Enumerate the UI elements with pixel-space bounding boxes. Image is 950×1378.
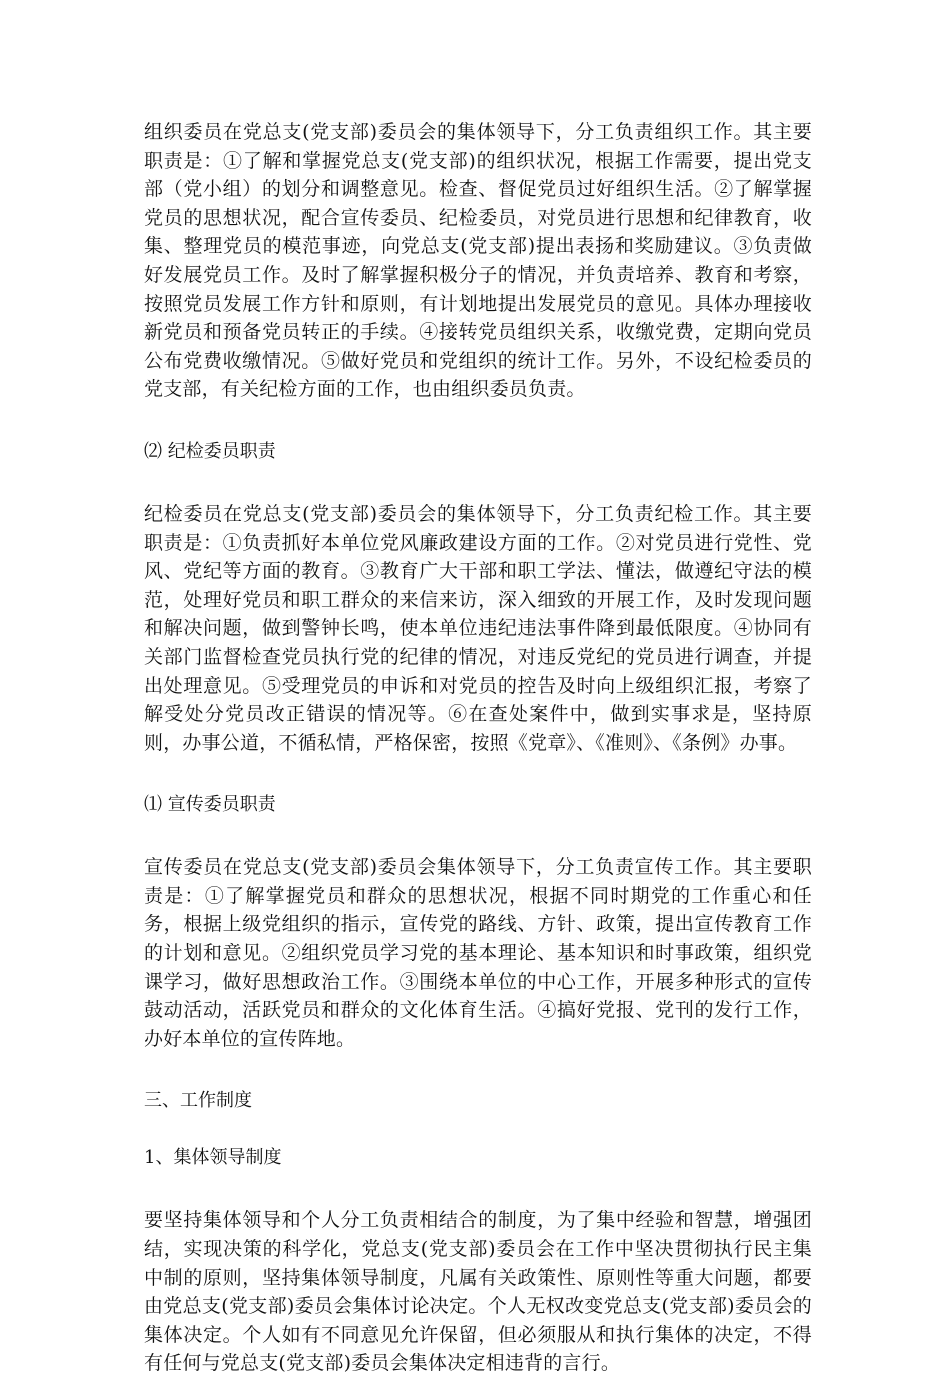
- collective-leadership-heading: 1、集体领导制度: [144, 1147, 282, 1169]
- work-system-section-heading: 三、工作制度: [144, 1090, 252, 1112]
- propaganda-committee-heading: ⑴ 宣传委员职责: [144, 794, 276, 816]
- discipline-committee-duties-paragraph: 纪检委员在党总支(党支部)委员会的集体领导下，分工负责纪检工作。其主要职责是：①负责抓好本单位党风廉政建设方面的工作。②对党员进行党性、党风、党纪等方面的教育。③教育广大干部和职工学法、懂法，做遵纪守法的模范，处理好党员和职工群众的来信来访，深入细致的开展工作，及时发现问题和解决问题，做到警钟长鸣，使本单位违纪违法事件降到最低限度。④协同有关部门监督检查党员执行党的纪律的情况，对违反党纪的党员进行调查，并提出处理意见。⑤受理党员的申诉和对党员的控告及时向上级组织汇报，考察了解受处分党员改正错误的情况等。⑥在查处案件中，做到实事求是，坚持原则，办事公道，不循私情，严格保密，按照《党章》、《准则》、《条例》办事。: [144, 502, 812, 754]
- collective-leadership-paragraph: 要坚持集体领导和个人分工负责相结合的制度，为了集中经验和智慧，增强团结，实现决策的科学化，党总支(党支部)委员会在工作中坚决贯彻执行民主集中制的原则，坚持集体领导制度，凡属有关政策性、原则性等重大问题，都要由党总支(党支部)委员会集体讨论决定。个人无权改变党总支(党支部)委员会的集体决定。个人如有不同意见允许保留，但必须服从和执行集体的决定，不得有任何与党总支(党支部)委员会集体决定相违背的言行。: [144, 1209, 812, 1375]
- discipline-committee-heading: ⑵ 纪检委员职责: [144, 440, 276, 462]
- propaganda-committee-duties-paragraph: 宣传委员在党总支(党支部)委员会集体领导下，分工负责宣传工作。其主要职责是：①了解掌握党员和群众的思想状况，根据不同时期党的工作重心和任务，根据上级党组织的指示，宣传党的路线、方针、政策，提出宣传教育工作的计划和意见。②组织党员学习党的基本理论、基本知识和时事政策，组织党课学习，做好思想政治工作。③围绕本单位的中心工作，开展多种形式的宣传鼓动活动，活跃党员和群众的文化体育生活。④搞好党报、党刊的发行工作，办好本单位的宣传阵地。: [144, 856, 812, 1050]
- organization-committee-duties-paragraph: 组织委员在党总支(党支部)委员会的集体领导下，分工负责组织工作。其主要职责是：①了解和掌握党总支(党支部)的组织状况，根据工作需要，提出党支部（党小组）的划分和调整意见。检查、督促党员过好组织生活。②了解掌握党员的思想状况，配合宣传委员、纪检委员，对党员进行思想和纪律教育，收集、整理党员的模范事迹，向党总支(党支部)提出表扬和奖励建议。③负责做好发展党员工作。及时了解掌握积极分子的情况，并负责培养、教育和考察，按照党员发展工作方针和原则，有计划地提出发展党员的意见。具体办理接收新党员和预备党员转正的手续。④接转党员组织关系，收缴党费，定期向党员公布党费收缴情况。⑤做好党员和党组织的统计工作。另外，不设纪检委员的党支部，有关纪检方面的工作，也由组织委员负责。: [144, 121, 812, 401]
- document-body: [144, 118, 812, 1378]
